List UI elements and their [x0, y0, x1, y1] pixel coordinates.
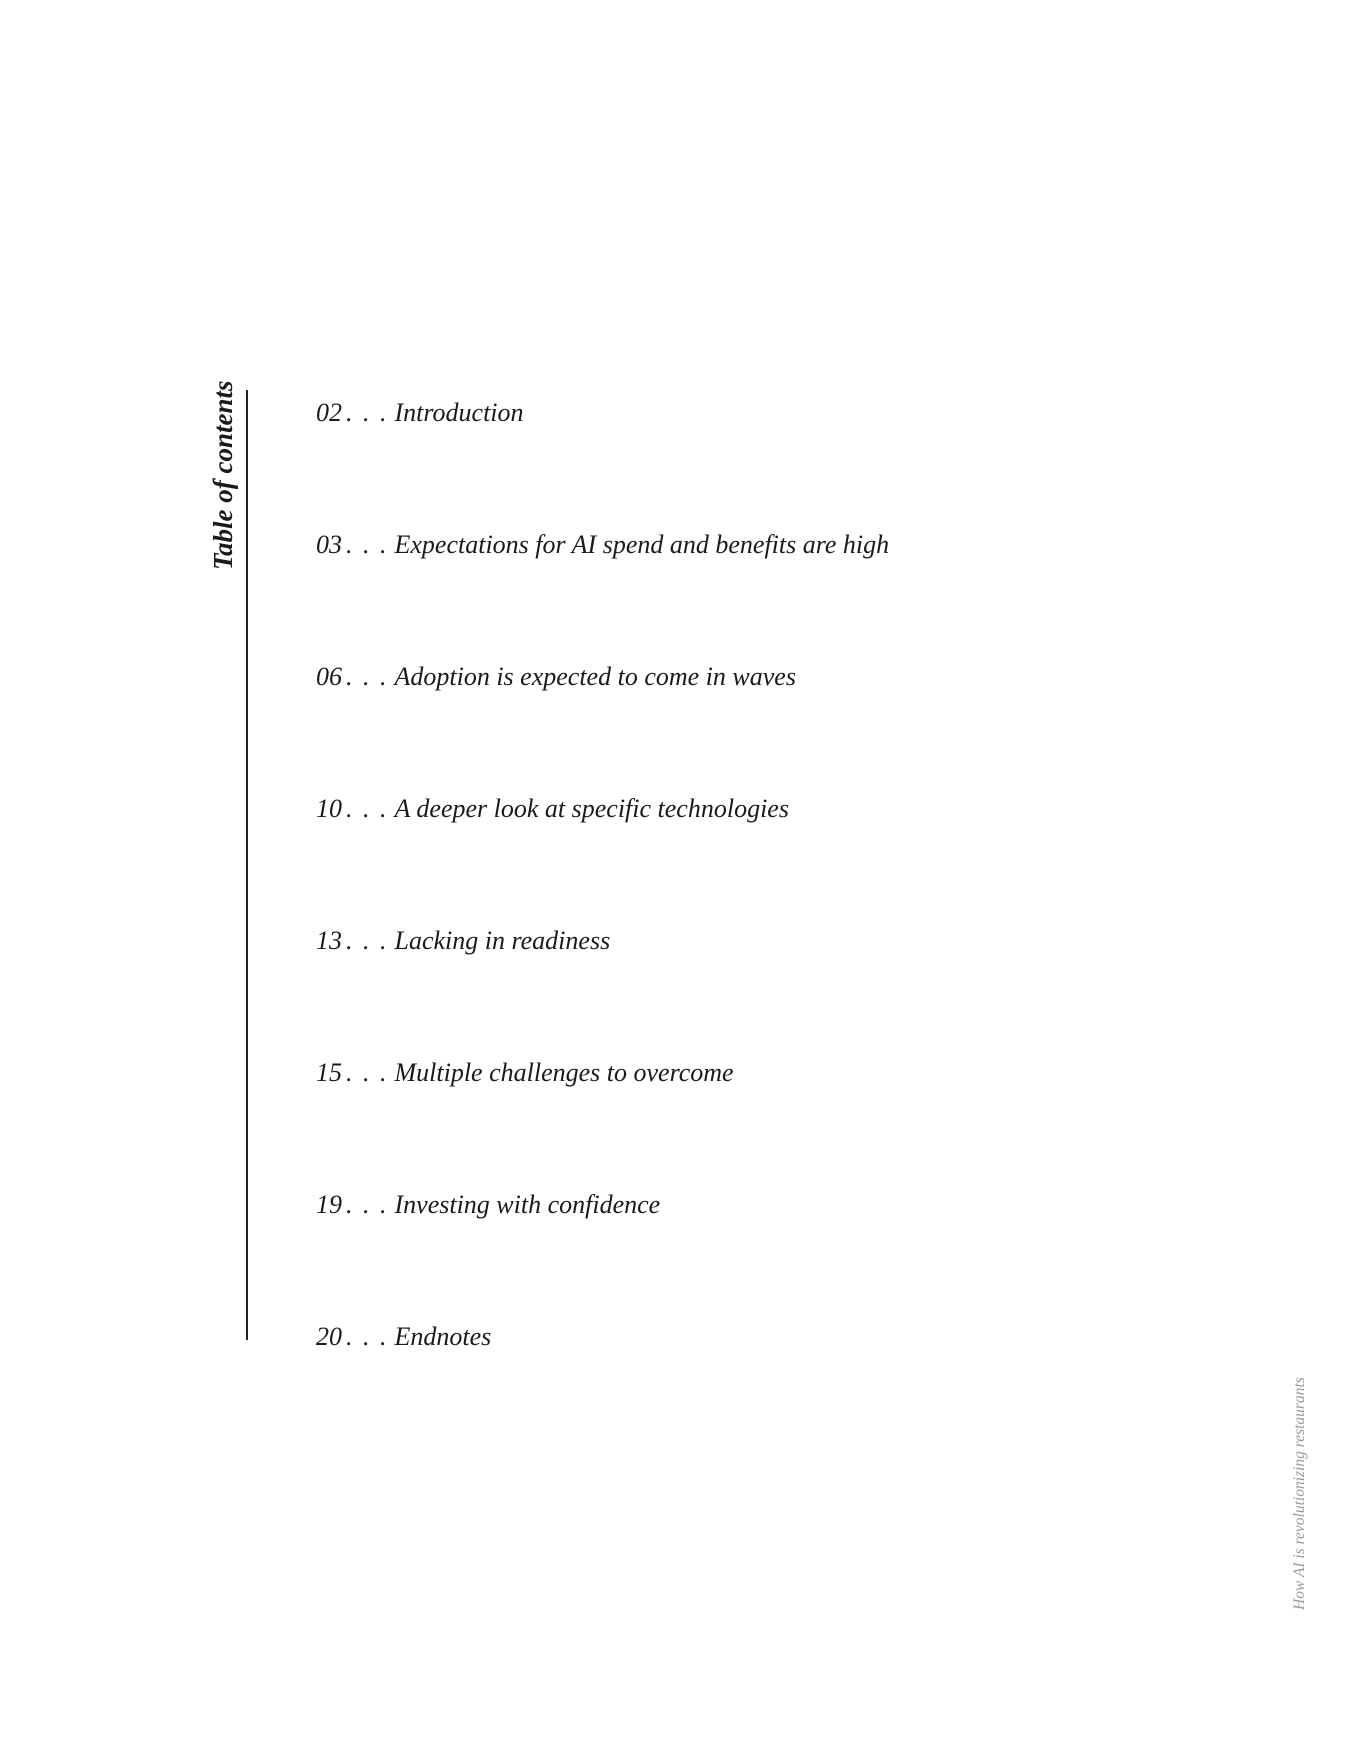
toc-entry-endnotes[interactable]	[316, 1318, 889, 1450]
toc-entry-page: 10	[316, 794, 342, 823]
toc-entry-title: Investing with confidence	[394, 1190, 661, 1219]
toc-entry-title: Multiple challenges to overcome	[394, 1058, 734, 1087]
toc-list	[316, 394, 889, 1450]
toc-entry-dots: . . .	[346, 662, 389, 691]
toc-entry-title: Lacking in readiness	[394, 926, 611, 955]
toc-entry-page: 03	[316, 530, 342, 559]
toc-entry-investing[interactable]	[316, 1186, 889, 1318]
toc-entry-page: 15	[316, 1058, 342, 1087]
toc-entry-dots: . . .	[346, 530, 389, 559]
toc-heading-container	[205, 380, 241, 570]
toc-entry-dots: . . .	[346, 926, 389, 955]
toc-entry-page: 06	[316, 662, 342, 691]
toc-entry-expectations[interactable]	[316, 526, 889, 658]
toc-entry-adoption[interactable]	[316, 658, 889, 790]
toc-entry-introduction[interactable]	[316, 394, 889, 526]
toc-entry-dots: . . .	[346, 398, 389, 427]
toc-entry-title: Adoption is expected to come in waves	[394, 662, 796, 691]
toc-entry-dots: . . .	[346, 1058, 389, 1087]
toc-entry-page: 02	[316, 398, 342, 427]
toc-entry-title: Endnotes	[394, 1322, 492, 1351]
toc-entry-dots: . . .	[346, 1190, 389, 1219]
toc-entry-readiness[interactable]	[316, 922, 889, 1054]
running-title: How AI is revolutionizing restaurants	[1291, 1377, 1308, 1610]
toc-entry-title: Introduction	[394, 398, 524, 427]
toc-entry-page: 20	[316, 1322, 342, 1351]
toc-entry-challenges[interactable]	[316, 1054, 889, 1186]
toc-entry-title: Expectations for AI spend and benefits are high	[394, 530, 890, 559]
running-title-container	[1288, 1358, 1312, 1610]
toc-entry-dots: . . .	[346, 794, 389, 823]
toc-entry-dots: . . .	[346, 1322, 389, 1351]
toc-entry-technologies[interactable]	[316, 790, 889, 922]
toc-entry-page: 19	[316, 1190, 342, 1219]
toc-entry-title: A deeper look at specific technologies	[394, 794, 789, 823]
toc-vertical-rule	[246, 390, 248, 1340]
toc-entry-page: 13	[316, 926, 342, 955]
toc-heading: Table of contents	[208, 380, 238, 570]
